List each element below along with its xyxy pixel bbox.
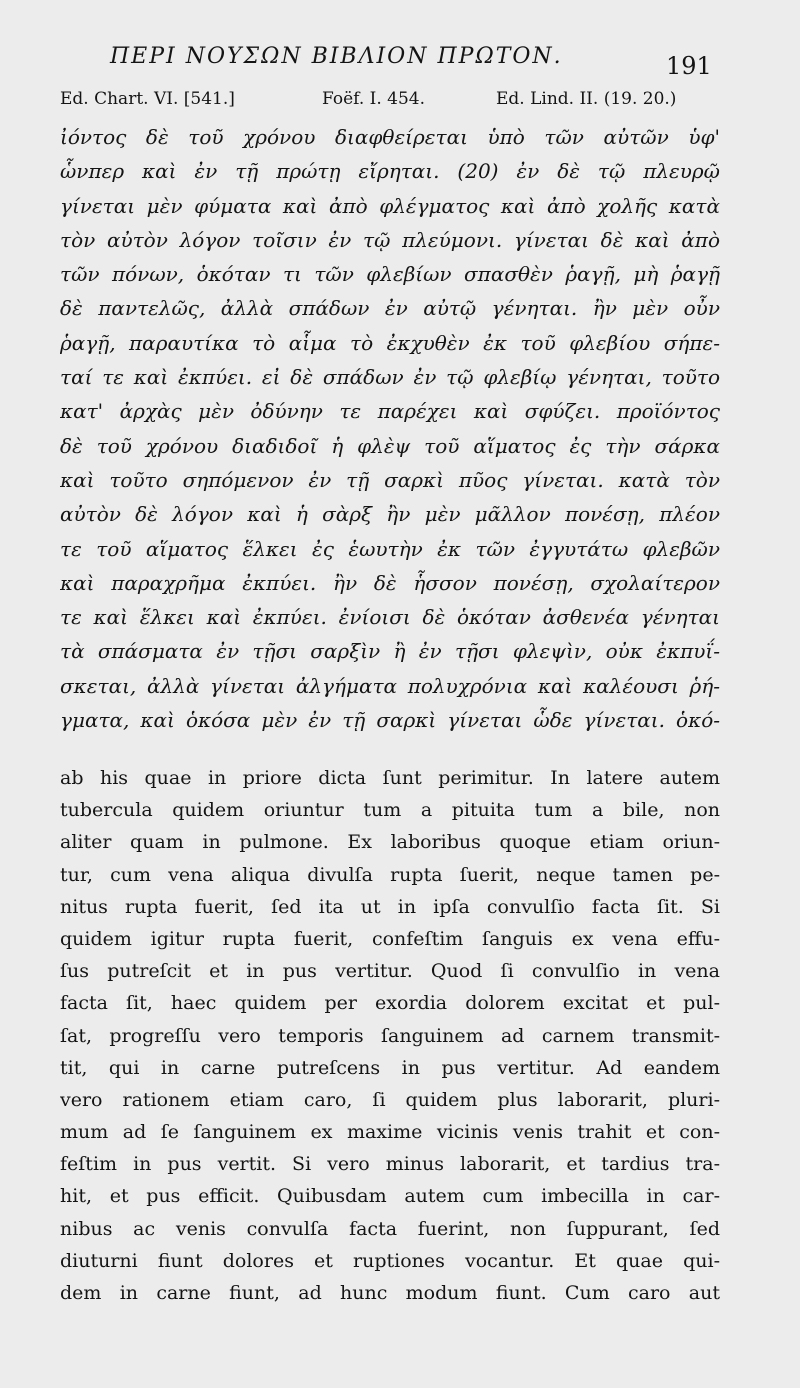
latin-line: ſus putreſcit et in pus vertitur. Quod ſi convulſio in vena <box>60 960 720 983</box>
greek-line: τὸν αὐτὸν λόγον τοῖσιν ἐν τῷ πλεύμονι. γίνεται δὲ καὶ ἀπὸ <box>60 227 720 252</box>
running-title: ΠΕΡΙ ΝΟΥΣΩΝ ΒΙΒΛΙΟΝ ΠΡΩΤΟΝ. <box>110 44 563 69</box>
latin-line: feſtim in pus vertit. Si vero minus laborarit, et tardius tra- <box>60 1153 720 1176</box>
greek-line: ὧνπερ καὶ ἐν τῇ πρώτῃ εἴρηται. (20) ἐν δὲ τῷ πλευρῷ <box>60 159 720 184</box>
greek-line: ῥαγῇ, παραυτίκα τὸ αἷμα τὸ ἐκχυθὲν ἐκ τοῦ φλεβίου σήπε- <box>60 330 720 355</box>
latin-line: diuturni fiunt dolores et ruptiones vocantur. Et quae qui- <box>60 1249 720 1272</box>
latin-line: aliter quam in pulmone. Ex laboribus quoque etiam oriun- <box>60 831 720 854</box>
latin-line: nibus ac venis convulſa facta fuerint, non ſuppurant, ſed <box>60 1217 720 1240</box>
greek-line: καὶ παραχρῆμα ἐκπύει. ἢν δὲ ἧσσον πονέσῃ, σχολαίτερον <box>60 570 720 595</box>
greek-line: δὲ τοῦ χρόνου διαδιδοῖ ἡ φλὲψ τοῦ αἵματος ἐς τὴν σάρκα <box>60 433 720 458</box>
latin-line: quidem igitur rupta fuerit, confeſtim ſanguis ex vena effu- <box>60 927 720 950</box>
latin-translation <box>60 762 720 1309</box>
latin-line: nitus rupta fuerit, ſed ita ut in ipſa convulſio facta ſit. Si <box>60 895 720 918</box>
greek-line: σκεται, ἀλλὰ γίνεται ἀλγήματα πολυχρόνια καὶ καλέουσι ῥή- <box>60 673 720 698</box>
foesius-reference: Foëf. I. 454. <box>322 89 426 109</box>
latin-line: facta ſit, haec quidem per exordia dolorem excitat et pul- <box>60 992 720 1015</box>
latin-line: hit, et pus efficit. Quibusdam autem cum imbecilla in car- <box>60 1185 720 1208</box>
greek-text <box>60 120 720 737</box>
greek-line: κατ' ἀρχὰς μὲν ὀδύνην τε παρέχει καὶ σφύζει. προϊόντος <box>60 399 720 424</box>
greek-line: ταί τε καὶ ἐκπύει. εἰ δὲ σπάδων ἐν τῷ φλεβίῳ γένηται, τοῦτο <box>60 365 720 390</box>
greek-line: ἰόντος δὲ τοῦ χρόνου διαφθείρεται ὑπὸ τῶν αὐτῶν ὑφ' <box>60 125 720 149</box>
greek-line: τὰ σπάσματα ἐν τῇσι σαρξὶν ἢ ἐν τῇσι φλεψὶν, οὐκ ἐκπυΐ- <box>60 639 720 664</box>
chartier-reference: Ed. Chart. VI. [541.] <box>60 89 235 109</box>
greek-line: τε τοῦ αἵματος ἕλκει ἐς ἑωυτὴν ἐκ τῶν ἐγγυτάτω φλεβῶν <box>60 536 720 561</box>
latin-line: tubercula quidem oriuntur tum a pituita tum a bile, non <box>60 799 720 822</box>
latin-line: vero rationem etiam caro, ſi quidem plus laborarit, pluri- <box>60 1088 720 1111</box>
latin-line: tit, qui in carne putreſcens in pus vertitur. Ad eandem <box>60 1056 720 1079</box>
greek-line: καὶ τοῦτο σηπόμενον ἐν τῇ σαρκὶ πῦος γίνεται. κατὰ τὸν <box>60 467 720 492</box>
greek-line: γίνεται μὲν φύματα καὶ ἀπὸ φλέγματος καὶ ἀπὸ χολῆς κατὰ <box>60 193 720 218</box>
linden-reference: Ed. Lind. II. (19. 20.) <box>496 89 677 109</box>
page-number: 191 <box>666 52 712 80</box>
latin-line: ab his quae in priore dicta ſunt perimitur. In latere autem <box>60 767 720 789</box>
latin-line: dem in carne fiunt, ad hunc modum fiunt. Cum caro aut <box>60 1282 720 1304</box>
greek-line: τε καὶ ἕλκει καὶ ἐκπύει. ἐνίοισι δὲ ὁκόταν ἀσθενέα γένηται <box>60 605 720 630</box>
latin-line: ſat, progreſſu vero temporis ſanguinem ad carnem transmit- <box>60 1024 720 1047</box>
latin-line: mum ad ſe ſanguinem ex maxime vicinis venis trahit et con- <box>60 1121 720 1144</box>
latin-line: tur, cum vena aliqua divulſa rupta ſuerit, neque tamen pe- <box>60 863 720 886</box>
greek-line: αὐτὸν δὲ λόγον καὶ ἡ σὰρξ ἢν μὲν μᾶλλον πονέσῃ, πλέον <box>60 502 720 527</box>
greek-line: τῶν πόνων, ὁκόταν τι τῶν φλεβίων σπασθὲν ῥαγῇ, μὴ ῥαγῇ <box>60 262 720 287</box>
greek-line: γματα, καὶ ὁκόσα μὲν ἐν τῇ σαρκὶ γίνεται ὧδε γίνεται. ὁκό- <box>60 708 720 733</box>
greek-line: δὲ παντελῶς, ἀλλὰ σπάδων ἐν αὐτῷ γένηται. ἢν μὲν οὖν <box>60 296 720 321</box>
